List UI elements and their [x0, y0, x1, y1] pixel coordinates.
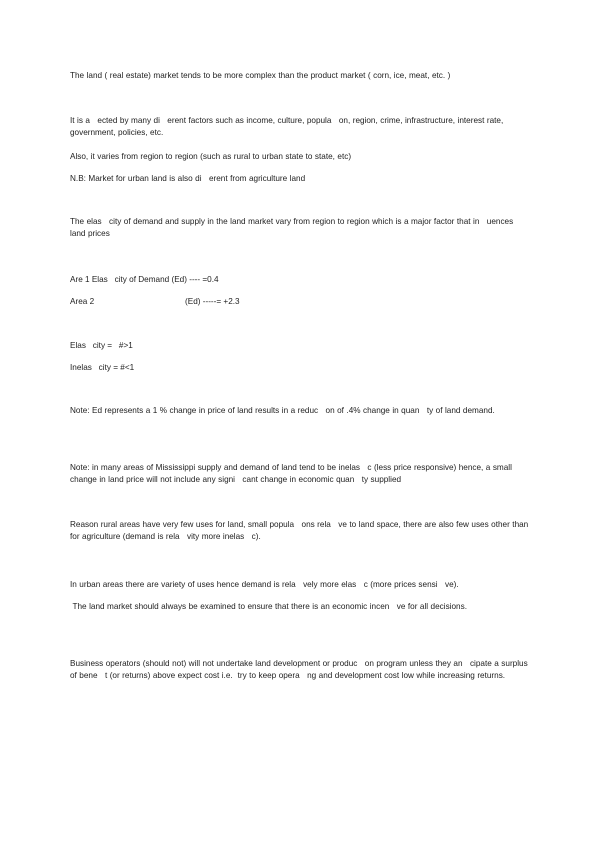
note-mississippi: Note: in many areas of Mississippi supply and demand of land tend to be inelas c (less price responsive) hence, a small change in land price will not include any signi cant change in economic quan ty supplied	[70, 463, 515, 484]
paragraph-land-market-intro: The land ( real estate) market tends to be more complex than the product market ( corn, ice, meat, etc. )	[70, 71, 451, 80]
area1-elasticity-line: Are 1 Elas city of Demand (Ed) ---- =0.4	[70, 275, 219, 284]
paragraph-regional-variation: Also, it varies from region to region (such as rural to urban state to state, etc)	[70, 152, 352, 161]
note-ed-meaning: Note: Ed represents a 1 % change in price of land results in a reduc on of .4% change in quan ty of land demand.	[70, 406, 495, 415]
paragraph-urban-vs-agriculture: N.B: Market for urban land is also di erent from agriculture land	[70, 174, 306, 183]
paragraph-business-operators: Business operators (should not) will not undertake land development or produc on program unless they an cipate a surplus of bene t (or returns) above expect cost i.e. try to keep opera ng and development cost low while increasing returns.	[70, 659, 531, 680]
paragraph-elasticity-regions: The elas city of demand and supply in the land market vary from region to region which is a major factor that in uences land prices	[70, 217, 516, 238]
elasticity-definition: Elas city = #>1	[70, 341, 133, 350]
paragraph-urban-uses: In urban areas there are variety of uses hence demand is rela vely more elas c (more prices sensi ve).	[70, 580, 459, 589]
paragraph-economic-incentive: The land market should always be examined to ensure that there is an economic incen ve for all decisions.	[70, 602, 467, 611]
paragraph-factors: It is a ected by many di erent factors such as income, culture, popula on, region, crime, infrastructure, interest rate, government, policies, etc.	[70, 116, 506, 137]
area2-elasticity-value: (Ed) -----= +2.3	[185, 297, 240, 306]
paragraph-rural-reason: Reason rural areas have very few uses for land, small popula ons rela ve to land space, there are also few uses other than for agriculture (demand is rela vity more inelas c).	[70, 520, 531, 541]
area2-label: Area 2	[70, 297, 95, 306]
inelasticity-definition: Inelas city = #<1	[70, 363, 135, 372]
